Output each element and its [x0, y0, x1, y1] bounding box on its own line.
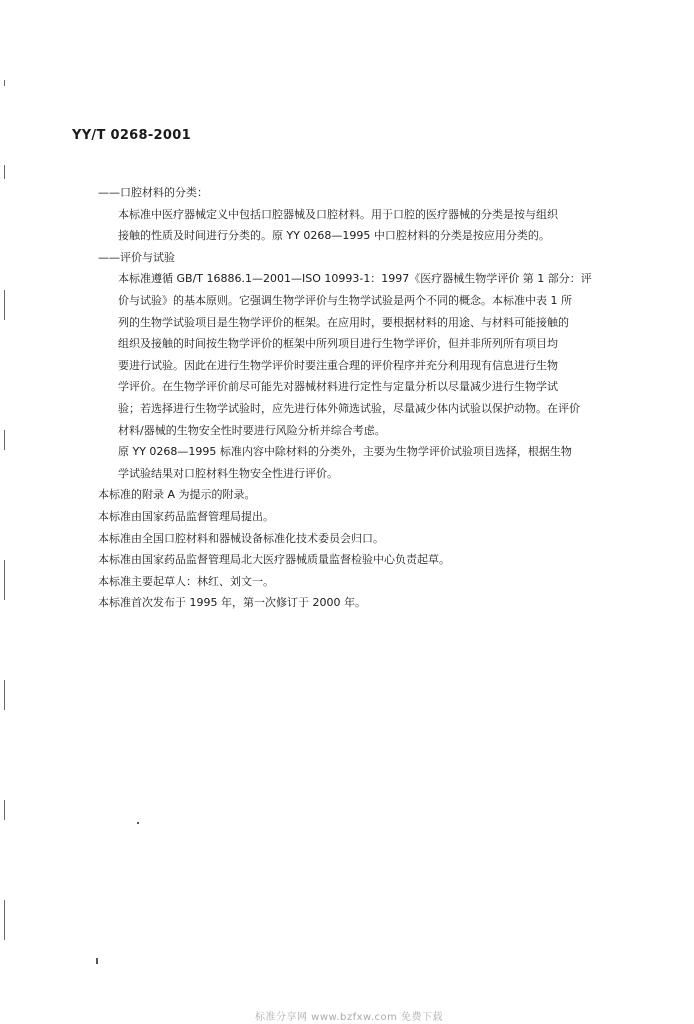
statement-line: 本标准首次发布于 1995 年，第一次修订于 2000 年。 — [98, 596, 366, 610]
scan-margin-mark — [4, 800, 5, 820]
scan-margin-mark — [4, 290, 5, 320]
scan-margin-mark — [4, 560, 5, 600]
statement-line: 本标准主要起草人：林红、刘文一。 — [98, 574, 274, 588]
paragraph-line: 要进行试验。因此在进行生物学评价时要注重合理的评价程序并充分利用现有信息进行生物 — [118, 358, 558, 372]
paragraph-line: 材料/器械的生物安全性时要进行风险分析并综合考虑。 — [118, 423, 386, 437]
paragraph-line: 本标准遵循 GB/T 16886.1—2001—ISO 10993-1：1997《医疗器械生物学评价 第 1 部分：评 — [118, 272, 592, 286]
scan-dot — [96, 958, 98, 964]
scan-margin-mark — [4, 80, 5, 86]
scan-margin-mark — [4, 430, 5, 450]
statement-line: 本标准由全国口腔材料和器械设备标准化技术委员会归口。 — [98, 531, 384, 545]
document-number: YY/T 0268-2001 — [72, 128, 191, 143]
statement-line: 本标准由国家药品监督管理局提出。 — [98, 509, 274, 523]
scan-margin-mark — [4, 900, 5, 940]
paragraph-line: 价与试验》的基本原则。它强调生物学评价与生物学试验是两个不同的概念。本标准中表 1 所 — [118, 293, 572, 307]
paragraph-line: 接触的性质及时间进行分类的。原 YY 0268—1995 中口腔材料的分类是按应用分类的。 — [118, 229, 550, 243]
scan-dot — [137, 822, 139, 824]
scan-margin-mark — [4, 165, 5, 179]
paragraph-line: 本标准中医疗器械定义中包括口腔器械及口腔材料。用于口腔的医疗器械的分类是按与组织 — [118, 207, 558, 221]
paragraph-line: 验；若选择进行生物学试验时，应先进行体外筛选试验，尽量减少体内试验以保护动物。在评价 — [118, 401, 580, 415]
paragraph-line: 组织及接触的时间按生物学评价的框架中所列项目进行生物学评价，但并非所列所有项目均 — [118, 337, 558, 351]
statement-line: 本标准的附录 A 为提示的附录。 — [98, 488, 256, 502]
section-dash-item: ——口腔材料的分类： — [98, 186, 208, 199]
paragraph-line: 列的生物学试验项目是生物学评价的框架。在应用时，要根据材料的用途、与材料可能接触的 — [118, 315, 569, 329]
body-text — [78, 182, 638, 614]
paragraph-line: 原 YY 0268—1995 标准内容中除材料的分类外，主要为生物学评价试验项目选择，根据生物 — [118, 445, 572, 459]
statement-line: 本标准由国家药品监督管理局北大医疗器械质量监督检验中心负责起草。 — [98, 553, 450, 567]
footer-watermark: 标准分享网 www.bzfxw.com 免费下载 — [255, 1012, 443, 1023]
paragraph-line: 学评价。在生物学评价前尽可能先对器械材料进行定性与定量分析以尽量减少进行生物学试 — [118, 380, 558, 394]
section-dash-item: ——评价与试验 — [98, 250, 175, 264]
scan-margin-mark — [4, 680, 5, 710]
paragraph-line: 学试验结果对口腔材料生物安全性进行评价。 — [118, 466, 338, 480]
